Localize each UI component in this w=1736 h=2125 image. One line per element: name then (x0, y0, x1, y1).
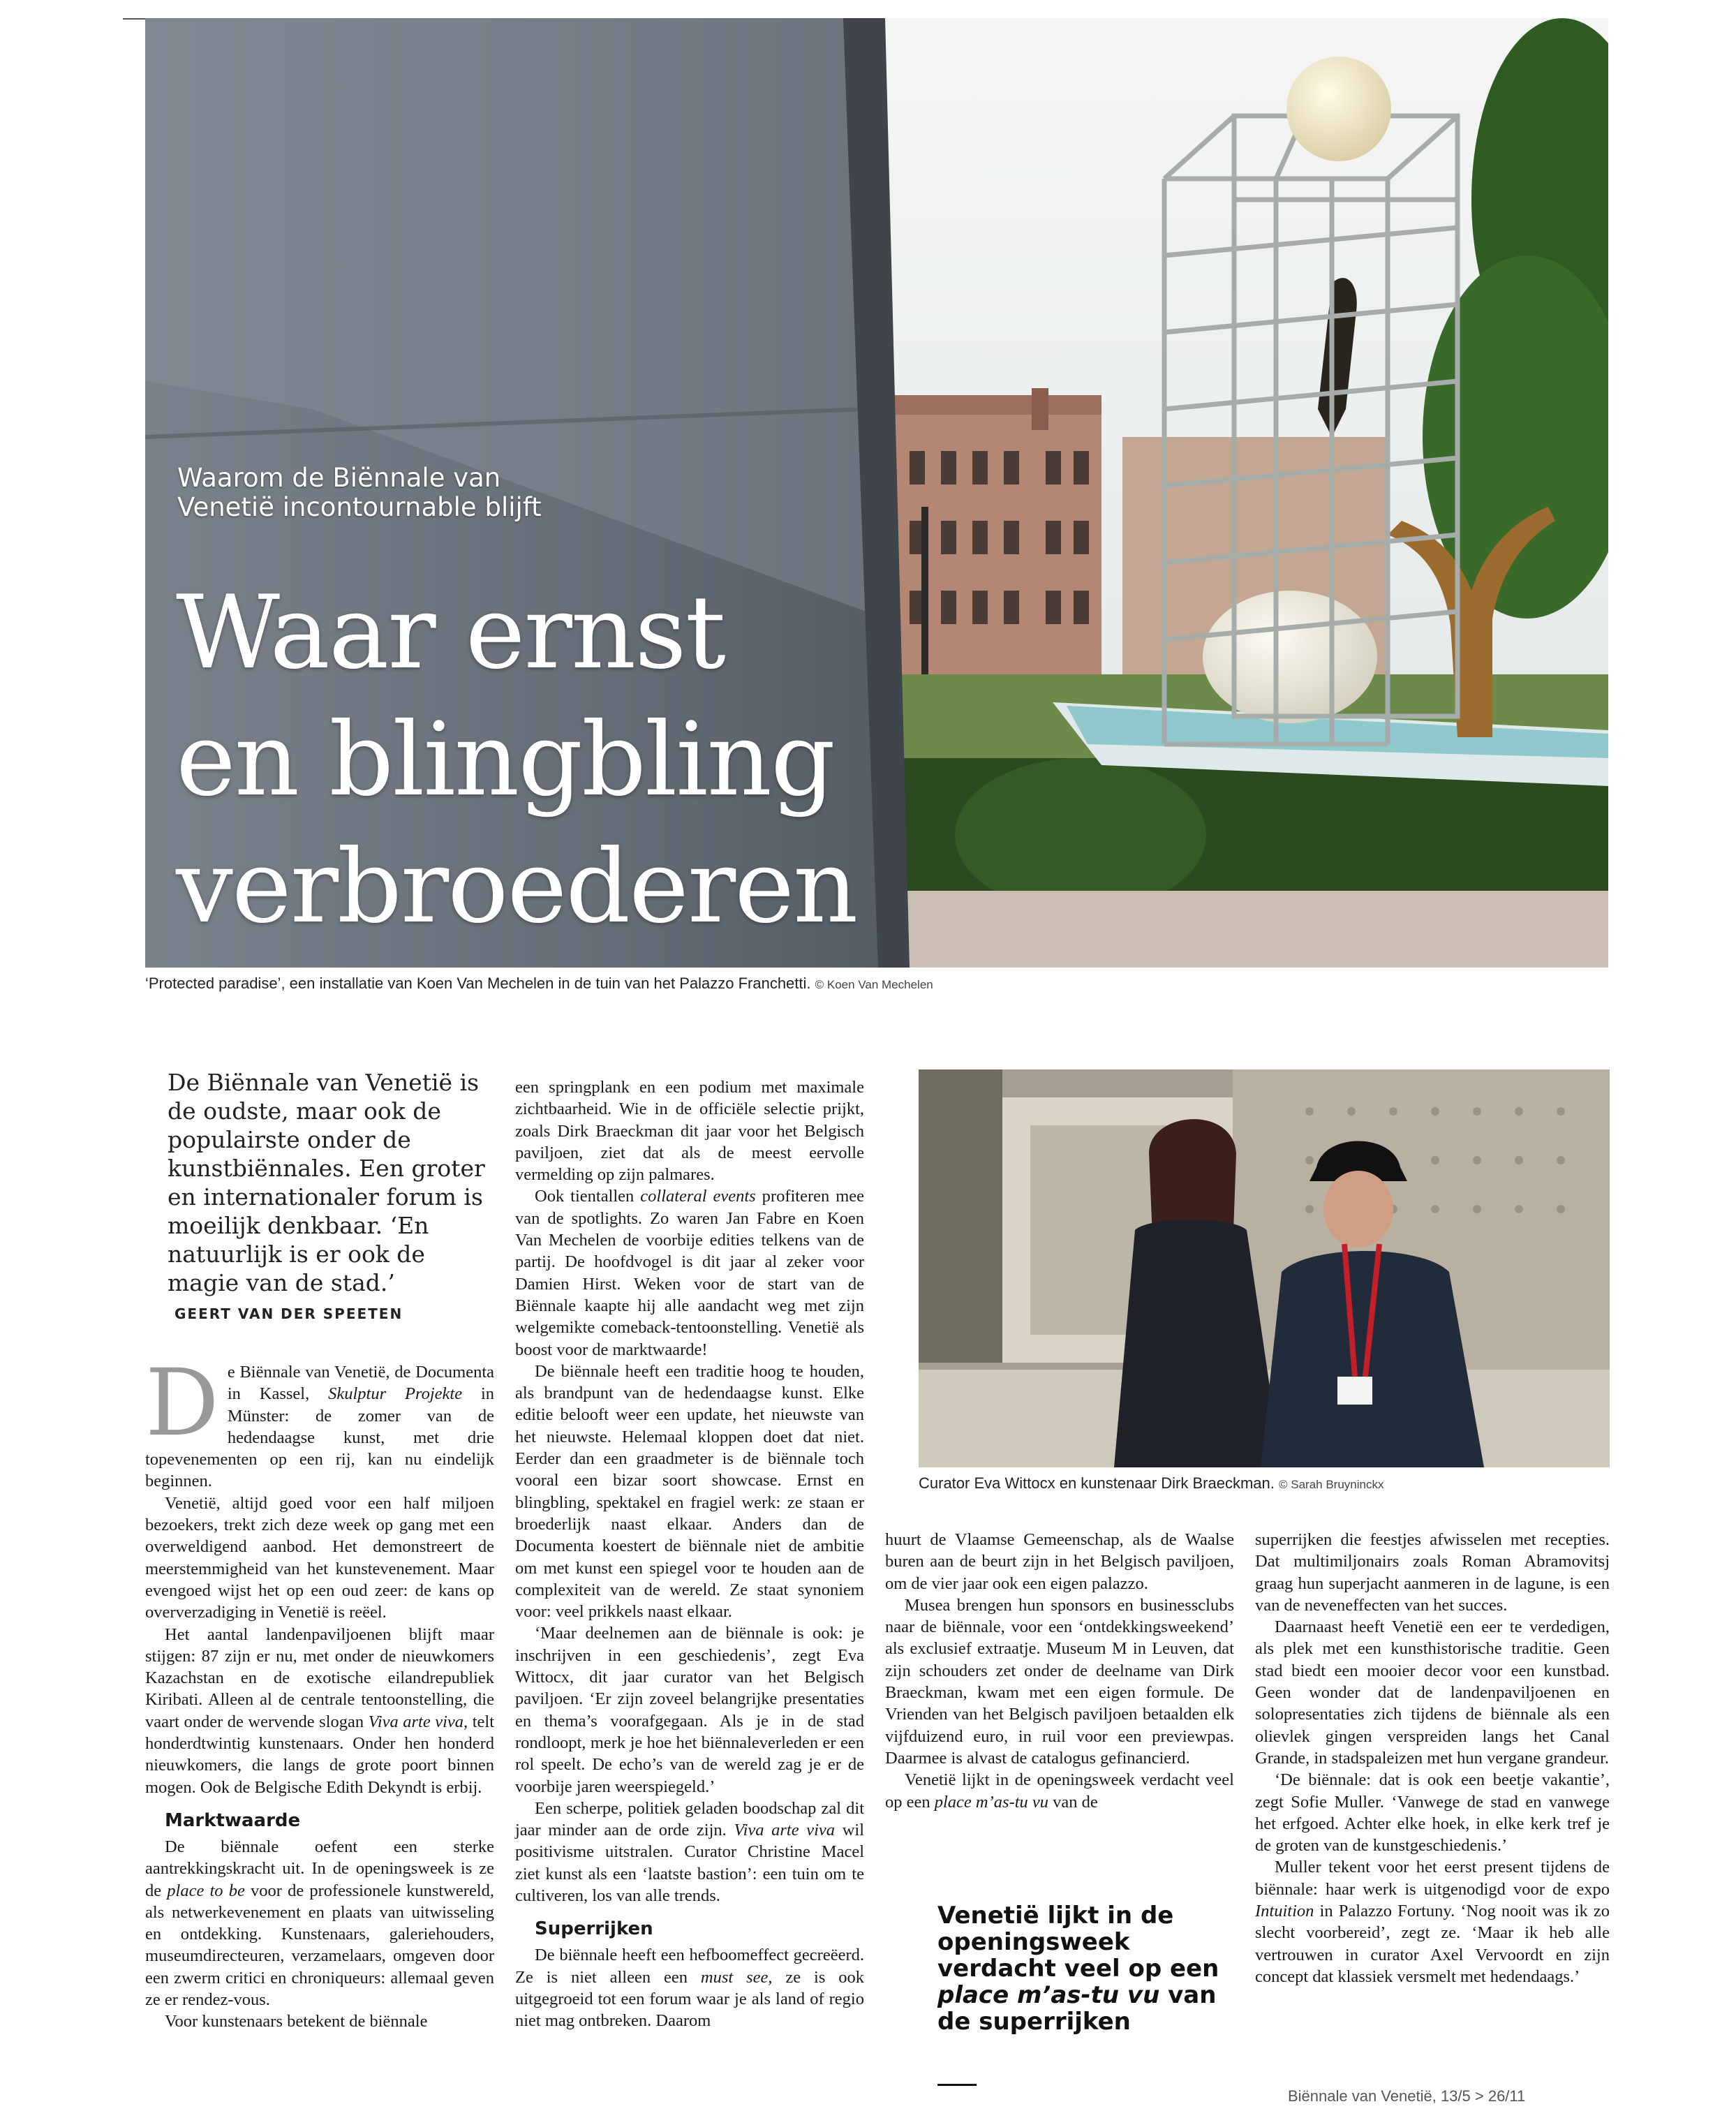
intro-text: De Biënnale van Venetië is de oudste, maar ook de populairste onder de kunstbiënnales. Een groter en internationaler forum is moeilijk denkbaar. ‘En natuurlijk is er ook de magie van de stad.’ (168, 1069, 485, 1296)
paragraph: Het aantal landenpaviljoenen blijft maar stijgen: 87 zijn er nu, met onder de nieuwkomers Kazachstan en de exotische eilandrepubliek Kiribati. Alleen al de centrale tentoonstelling, die vaart onder de wervende slogan Viva arte viva, telt honderdtwintig kunstenaars. Onder hen honderd nieuwkomers, die langs de grote poort binnen mogen. Ook de Belgische Edith Dekyndt is erbij. (145, 1624, 495, 1797)
column-4 (1255, 1529, 1610, 1987)
paragraph: ‘Maar deelnemen aan de biënnale is ook: je inschrijven in een geschiedenis’, zegt Eva Wittocx, dit jaar curator van het Belgisch paviljoen. ‘Er zijn zoveel belangrijke presentaties en thema’s voorafgegaan. Als je in de stad rondloopt, merk je hoe het biënnaleverleden er een rol speelt. De echo’s van de wereld zag je er de voorbije jaren weerspiegeld.’ (515, 1624, 864, 1796)
headline-line-1: Waar ernst (176, 574, 725, 692)
paragraph: Voor kunstenaars betekent de biënnale (165, 2012, 428, 2031)
paragraph: Muller tekent voor het eerst present tijdens de biënnale: haar werk is uitgenodigd voor de expo Intuition in Palazzo Fortuny. ‘Nog nooit was ik zo slecht voorbereid’, zegt ze. ‘Maar ik heb alle vertrouwen in curator Axel Vervoordt en zijn concept dat klassiek versmelt met hedendaags.’ (1255, 1858, 1610, 1986)
column-1 (145, 1349, 495, 2033)
pull-quote-rule (937, 2084, 977, 2086)
kicker-line-1: Waarom de Biënnale van (177, 463, 501, 493)
paragraph: De biënnale oefent een sterke aantrekkingskracht uit. In de openingsweek is ze de place to be voor de professionele kunstwereld, als netwerkevenement en plaats van uitwisseling en ontdekking. Kunstenaars, galeriehouders, museumdirecteuren, verzamelaars, omgeven door een zwerm critici en chroniqueurs: allemaal geven ze er rendez-vous. (145, 1837, 494, 2010)
byline: GEERT VAN DER SPEETEN (175, 1305, 403, 1322)
hero-photo (145, 18, 1608, 968)
paragraph: Ook tientallen collateral events profiteren mee van de spotlights. Zo waren Jan Fabre en Koen Van Mechelen de voorbije edities telkens van de partij. De hoofdvogel is dit jaar al zeker voor Damien Hirst. Weken voor de start van de Biënnale kaapte hij alle aandacht weg met zijn welgemikte comeback-tentoonstelling. Venetië als boost voor de marktwaarde! (515, 1187, 865, 1359)
photo2-caption-text: Curator Eva Wittocx en kunstenaar Dirk Braeckman. (919, 1474, 1275, 1492)
column-3 (885, 1529, 1234, 1813)
hero-caption-text: ‘Protected paradise’, een installatie van Koen Van Mechelen in de tuin van het Palazzo Franchetti. (145, 975, 811, 992)
photo2-credit: © Sarah Bruyninckx (1278, 1478, 1384, 1491)
paragraph: een springplank en een podium met maximale zichtbaarheid. Wie in de officiële selectie prijkt, zoals Dirk Braeckman dit jaar voor het Belgisch paviljoen, ziet dat als de meest eervolle vermelding op zijn palmares. (515, 1078, 864, 1185)
headline (176, 570, 888, 951)
curator-illustration (919, 1069, 1610, 1467)
paragraph: superrijken die feestjes afwisselen met recepties. Dat multimiljonairs zoals Roman Abramovitsj graag hun superjacht aanmeren in de lagune, is een van de neveneffecten van het succes. (1255, 1530, 1610, 1615)
paragraph: De Biënnale van Venetië, de Documenta in Kassel, Skulptur Projekte in Münster: de zomer van de hedendaagse kunst, met drie topevenementen op een rij, kan nu eindelijk beginnen. (145, 1349, 495, 1491)
paragraph: Venetië, altijd goed voor een half miljoen bezoekers, trekt zich deze week op gang met een overweldigend aanbod. Het demonstreert de meerstemmigheid van het kunstevenement. Maar evengoed wijst het op een oud zeer: de kans op oververzadiging in Venetië is reëel. (145, 1493, 494, 1622)
headline-line-3: verbroederen (176, 828, 857, 946)
column-2 (515, 1076, 864, 2031)
paragraph: ‘De biënnale: dat is ook een beetje vakantie’, zegt Sofie Muller. ‘Vanwege de stad en vanwege het erfgoed. Achter elke hoek, in elke kerk tref je de groten van de kunstgeschiedenis.’ (1255, 1770, 1610, 1856)
section-heading: Marktwaarde (165, 1809, 301, 1831)
section-heading: Superrijken (535, 1918, 653, 1940)
kicker (177, 464, 666, 522)
pull-quote: Venetië lijkt in de openingsweek verdacht veel op een place m’as-tu vu van de superrijken (937, 1902, 1219, 2036)
paragraph: Daarnaast heeft Venetië een eer te verdedigen, als plek met een kunsthistorische traditie. Geen stad biedt een mooier decor voor een kunstbad. Geen wonder dat de landenpaviljoenen en solopresentaties zich tijdens de biënnale als een olievlek gingen verspreiden langs het Canal Grande, in stadspaleizen met hun vergane grandeur. (1255, 1617, 1610, 1768)
curator-photo (919, 1069, 1610, 1467)
drop-cap: D (145, 1349, 219, 1457)
paragraph: huurt de Vlaamse Gemeenschap, als de Waalse buren aan de beurt zijn in het Belgisch paviljoen, om de vier jaar ook een eigen palazzo. (885, 1530, 1234, 1593)
paragraph: Musea brengen hun sponsors en businessclubs naar de biënnale, voor een ‘ontdekkingsweekend’ als exclusief extraatje. Museum M in Leuven, dat zijn schouders zet onder de deelname van Dirk Braeckman, kwam met een eigen formule. De Vrienden van het Belgisch paviljoen betaalden elk vijfduizend euro, in ruil voor een previewpas. Daarmee is alvast de catalogus gefinancierd. (885, 1595, 1234, 1768)
hero-credit: © Koen Van Mechelen (815, 978, 933, 991)
hero-caption (145, 975, 933, 993)
event-footer: Biënnale van Venetië, 13/5 > 26/11 (1288, 2087, 1526, 2105)
paragraph: De biënnale heeft een hefboomeffect gecreëerd. Ze is niet alleen een must see, ze is ook uitgegroeid tot een forum waar je als land of regio niet mag ontbreken. Daarom (515, 1946, 865, 2031)
kicker-line-2: Venetië incontournable blijft (177, 492, 542, 522)
paragraph: Een scherpe, politiek geladen boodschap zal dit jaar minder aan de orde zijn. Viva arte viva wil positivisme uitstralen. Curator Christine Macel ziet kunst als een ‘laatste bastion’: een tuin om te cultiveren, los van alle trends. (515, 1798, 865, 1905)
top-rule (123, 18, 145, 20)
paragraph: Venetië lijkt in de openingsweek verdacht veel op een place m’as-tu vu van de (885, 1770, 1234, 1812)
photo2-caption (919, 1474, 1383, 1493)
headline-line-2: en blingbling (176, 701, 834, 819)
paragraph: De biënnale heeft een traditie hoog te houden, als brandpunt van de hedendaagse kunst. Elke editie belooft weer een update, het nieuwste van het nieuwste. Helemaal kloppen doet dat niet. Eerder dan een graadmeter is de biënnale toch vooral een bizar soort showcase. Ernst en blingbling, spektakel en fragiel werk: ze staan er broederlijk naast elkaar. Anders dan de Documenta koestert de biënnale niet de ambitie om met kunst een spiegel voor te houden aan de complexiteit van de wereld. Ze staat synoniem voor: veel prikkels naast elkaar. (515, 1361, 864, 1622)
